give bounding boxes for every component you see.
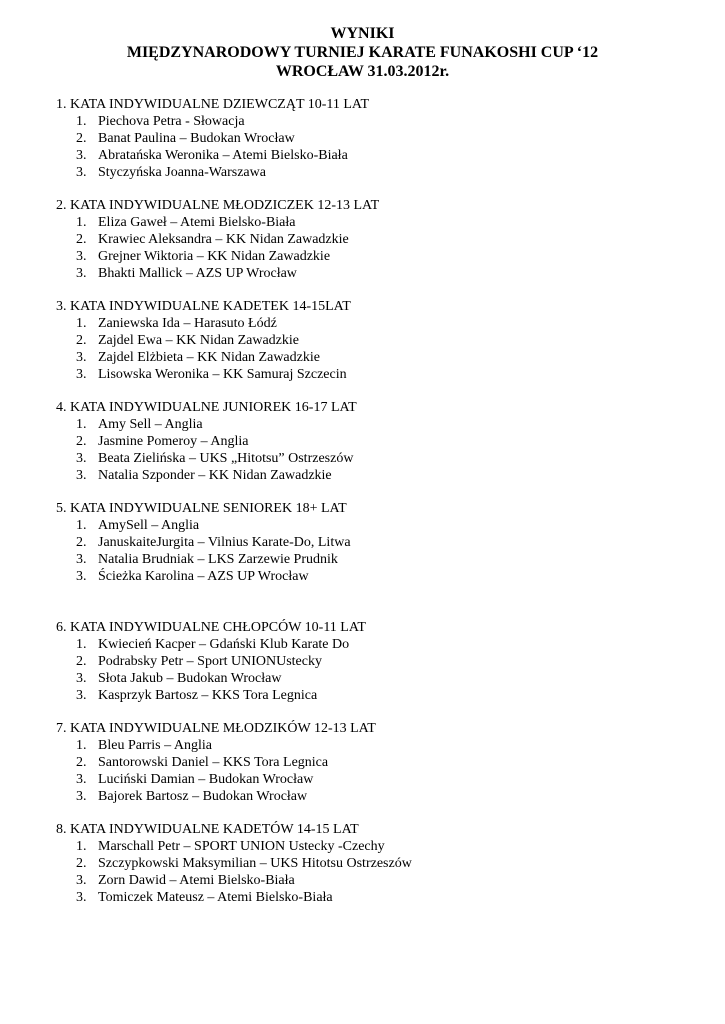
section-title: 4. KATA INDYWIDUALNE JUNIOREK 16-17 LAT bbox=[56, 400, 357, 415]
results-section bbox=[56, 720, 696, 805]
result-entry bbox=[56, 568, 696, 585]
section-title: 8. KATA INDYWIDUALNE KADETÓW 14-15 LAT bbox=[56, 822, 359, 837]
entry-place-number: 3. bbox=[76, 165, 87, 180]
entry-place-number: 1. bbox=[76, 738, 87, 753]
entry-name-club: Ścieżka Karolina – AZS UP Wrocław bbox=[98, 569, 309, 584]
section-title: 2. KATA INDYWIDUALNE MŁODZICZEK 12-13 LAT bbox=[56, 198, 380, 213]
entry-name-club: Beata Zielińska – UKS „Hitotsu” Ostrzeszów bbox=[98, 451, 354, 466]
entry-place-number: 2. bbox=[76, 434, 87, 449]
entry-place-number: 1. bbox=[76, 518, 87, 533]
result-entry bbox=[56, 872, 696, 889]
entry-name-club: Zajdel Elżbieta – KK Nidan Zawadzkie bbox=[98, 350, 320, 365]
header-tournament-name: MIĘDZYNARODOWY TURNIEJ KARATE FUNAKOSHI CUP ‘12 bbox=[126, 44, 599, 61]
entry-name-club: Kwiecień Kacper – Gdański Klub Karate Do bbox=[98, 637, 350, 652]
result-entry bbox=[56, 889, 696, 906]
result-entry bbox=[56, 737, 696, 754]
entry-name-club: Zaniewska Ida – Harasuto Łódź bbox=[98, 316, 277, 331]
entry-name-club: Grejner Wiktoria – KK Nidan Zawadzkie bbox=[98, 249, 331, 264]
entry-place-number: 2. bbox=[76, 232, 87, 247]
entry-place-number: 1. bbox=[76, 839, 87, 854]
entry-place-number: 3. bbox=[76, 569, 87, 584]
entry-name-club: Kasprzyk Bartosz – KKS Tora Legnica bbox=[98, 688, 318, 703]
result-entry bbox=[56, 687, 696, 704]
entry-name-club: JanuskaiteJurgita – Vilnius Karate-Do, Litwa bbox=[98, 535, 351, 550]
result-entry bbox=[56, 771, 696, 788]
result-entry bbox=[56, 130, 696, 147]
result-entry bbox=[56, 248, 696, 265]
result-entry bbox=[56, 433, 696, 450]
entry-name-club: Amy Sell – Anglia bbox=[98, 417, 203, 432]
entry-place-number: 3. bbox=[76, 873, 87, 888]
entry-name-club: Bhakti Mallick – AZS UP Wrocław bbox=[98, 266, 297, 281]
result-entry bbox=[56, 164, 696, 181]
result-entry bbox=[56, 636, 696, 653]
entry-name-club: Banat Paulina – Budokan Wrocław bbox=[98, 131, 295, 146]
results-list bbox=[56, 96, 696, 922]
result-entry bbox=[56, 838, 696, 855]
result-entry bbox=[56, 467, 696, 484]
entry-place-number: 3. bbox=[76, 350, 87, 365]
results-section bbox=[56, 96, 696, 181]
results-section bbox=[56, 197, 696, 282]
entry-name-club: Natalia Szponder – KK Nidan Zawadzkie bbox=[98, 468, 332, 483]
entry-name-club: Styczyńska Joanna-Warszawa bbox=[98, 165, 266, 180]
entry-place-number: 1. bbox=[76, 215, 87, 230]
entry-name-club: Tomiczek Mateusz – Atemi Bielsko-Biała bbox=[98, 890, 333, 905]
entry-place-number: 3. bbox=[76, 688, 87, 703]
entry-name-club: Abratańska Weronika – Atemi Bielsko-Biała bbox=[98, 148, 348, 163]
section-title: 5. KATA INDYWIDUALNE SENIOREK 18+ LAT bbox=[56, 501, 347, 516]
entry-place-number: 3. bbox=[76, 148, 87, 163]
entry-place-number: 1. bbox=[76, 417, 87, 432]
entry-place-number: 2. bbox=[76, 333, 87, 348]
entry-place-number: 3. bbox=[76, 890, 87, 905]
entry-name-club: Krawiec Aleksandra – KK Nidan Zawadzkie bbox=[98, 232, 349, 247]
entry-name-club: Szczypkowski Maksymilian – UKS Hitotsu Ostrzeszów bbox=[98, 856, 412, 871]
entry-name-club: Zajdel Ewa – KK Nidan Zawadzkie bbox=[98, 333, 299, 348]
result-entry bbox=[56, 113, 696, 130]
result-entry bbox=[56, 349, 696, 366]
entry-place-number: 2. bbox=[76, 755, 87, 770]
entry-place-number: 3. bbox=[76, 789, 87, 804]
result-entry bbox=[56, 231, 696, 248]
section-title: 3. KATA INDYWIDUALNE KADETEK 14-15LAT bbox=[56, 299, 351, 314]
result-entry bbox=[56, 517, 696, 534]
result-entry bbox=[56, 366, 696, 383]
section-title: 7. KATA INDYWIDUALNE MŁODZIKÓW 12-13 LAT bbox=[56, 721, 376, 736]
entry-place-number: 1. bbox=[76, 114, 87, 129]
result-entry bbox=[56, 653, 696, 670]
results-section bbox=[56, 821, 696, 906]
result-entry bbox=[56, 534, 696, 551]
entry-name-club: Zorn Dawid – Atemi Bielsko-Biała bbox=[98, 873, 295, 888]
result-entry bbox=[56, 670, 696, 687]
entry-place-number: 2. bbox=[76, 856, 87, 871]
entry-place-number: 3. bbox=[76, 552, 87, 567]
result-entry bbox=[56, 265, 696, 282]
section-title: 1. KATA INDYWIDUALNE DZIEWCZĄT 10-11 LAT bbox=[56, 97, 370, 112]
result-entry bbox=[56, 551, 696, 568]
result-entry bbox=[56, 855, 696, 872]
entry-name-club: Lisowska Weronika – KK Samuraj Szczecin bbox=[98, 367, 347, 382]
entry-name-club: Eliza Gaweł – Atemi Bielsko-Biała bbox=[98, 215, 296, 230]
entry-name-club: Podrabsky Petr – Sport UNIONUstecky bbox=[98, 654, 322, 669]
result-entry bbox=[56, 147, 696, 164]
result-entry bbox=[56, 332, 696, 349]
entry-place-number: 3. bbox=[76, 266, 87, 281]
results-section bbox=[56, 500, 696, 585]
result-entry bbox=[56, 754, 696, 771]
document-header bbox=[0, 24, 725, 81]
entry-name-club: Marschall Petr – SPORT UNION Ustecky -Czechy bbox=[98, 839, 385, 854]
entry-place-number: 3. bbox=[76, 671, 87, 686]
entry-place-number: 2. bbox=[76, 654, 87, 669]
entry-name-club: Luciński Damian – Budokan Wrocław bbox=[98, 772, 314, 787]
entry-name-club: Bajorek Bartosz – Budokan Wrocław bbox=[98, 789, 308, 804]
results-section bbox=[56, 399, 696, 484]
entry-name-club: Bleu Parris – Anglia bbox=[98, 738, 212, 753]
header-title: WYNIKI bbox=[330, 25, 395, 42]
entry-place-number: 3. bbox=[76, 468, 87, 483]
result-entry bbox=[56, 416, 696, 433]
entry-name-club: Słota Jakub – Budokan Wrocław bbox=[98, 671, 282, 686]
entry-place-number: 1. bbox=[76, 316, 87, 331]
entry-name-club: Natalia Brudniak – LKS Zarzewie Prudnik bbox=[98, 552, 338, 567]
entry-place-number: 3. bbox=[76, 451, 87, 466]
entry-name-club: Santorowski Daniel – KKS Tora Legnica bbox=[98, 755, 329, 770]
entry-place-number: 2. bbox=[76, 535, 87, 550]
results-section bbox=[56, 298, 696, 383]
entry-name-club: Jasmine Pomeroy – Anglia bbox=[98, 434, 249, 449]
result-entry bbox=[56, 214, 696, 231]
result-entry bbox=[56, 315, 696, 332]
result-entry bbox=[56, 450, 696, 467]
header-place-date: WROCŁAW 31.03.2012r. bbox=[275, 63, 450, 80]
results-section bbox=[56, 619, 696, 704]
result-entry bbox=[56, 788, 696, 805]
entry-name-club: AmySell – Anglia bbox=[98, 518, 200, 533]
entry-place-number: 3. bbox=[76, 249, 87, 264]
entry-place-number: 3. bbox=[76, 367, 87, 382]
section-title: 6. KATA INDYWIDUALNE CHŁOPCÓW 10-11 LAT bbox=[56, 620, 366, 635]
entry-place-number: 1. bbox=[76, 637, 87, 652]
entry-place-number: 3. bbox=[76, 772, 87, 787]
entry-place-number: 2. bbox=[76, 131, 87, 146]
entry-name-club: Piechova Petra - Słowacja bbox=[98, 114, 245, 129]
